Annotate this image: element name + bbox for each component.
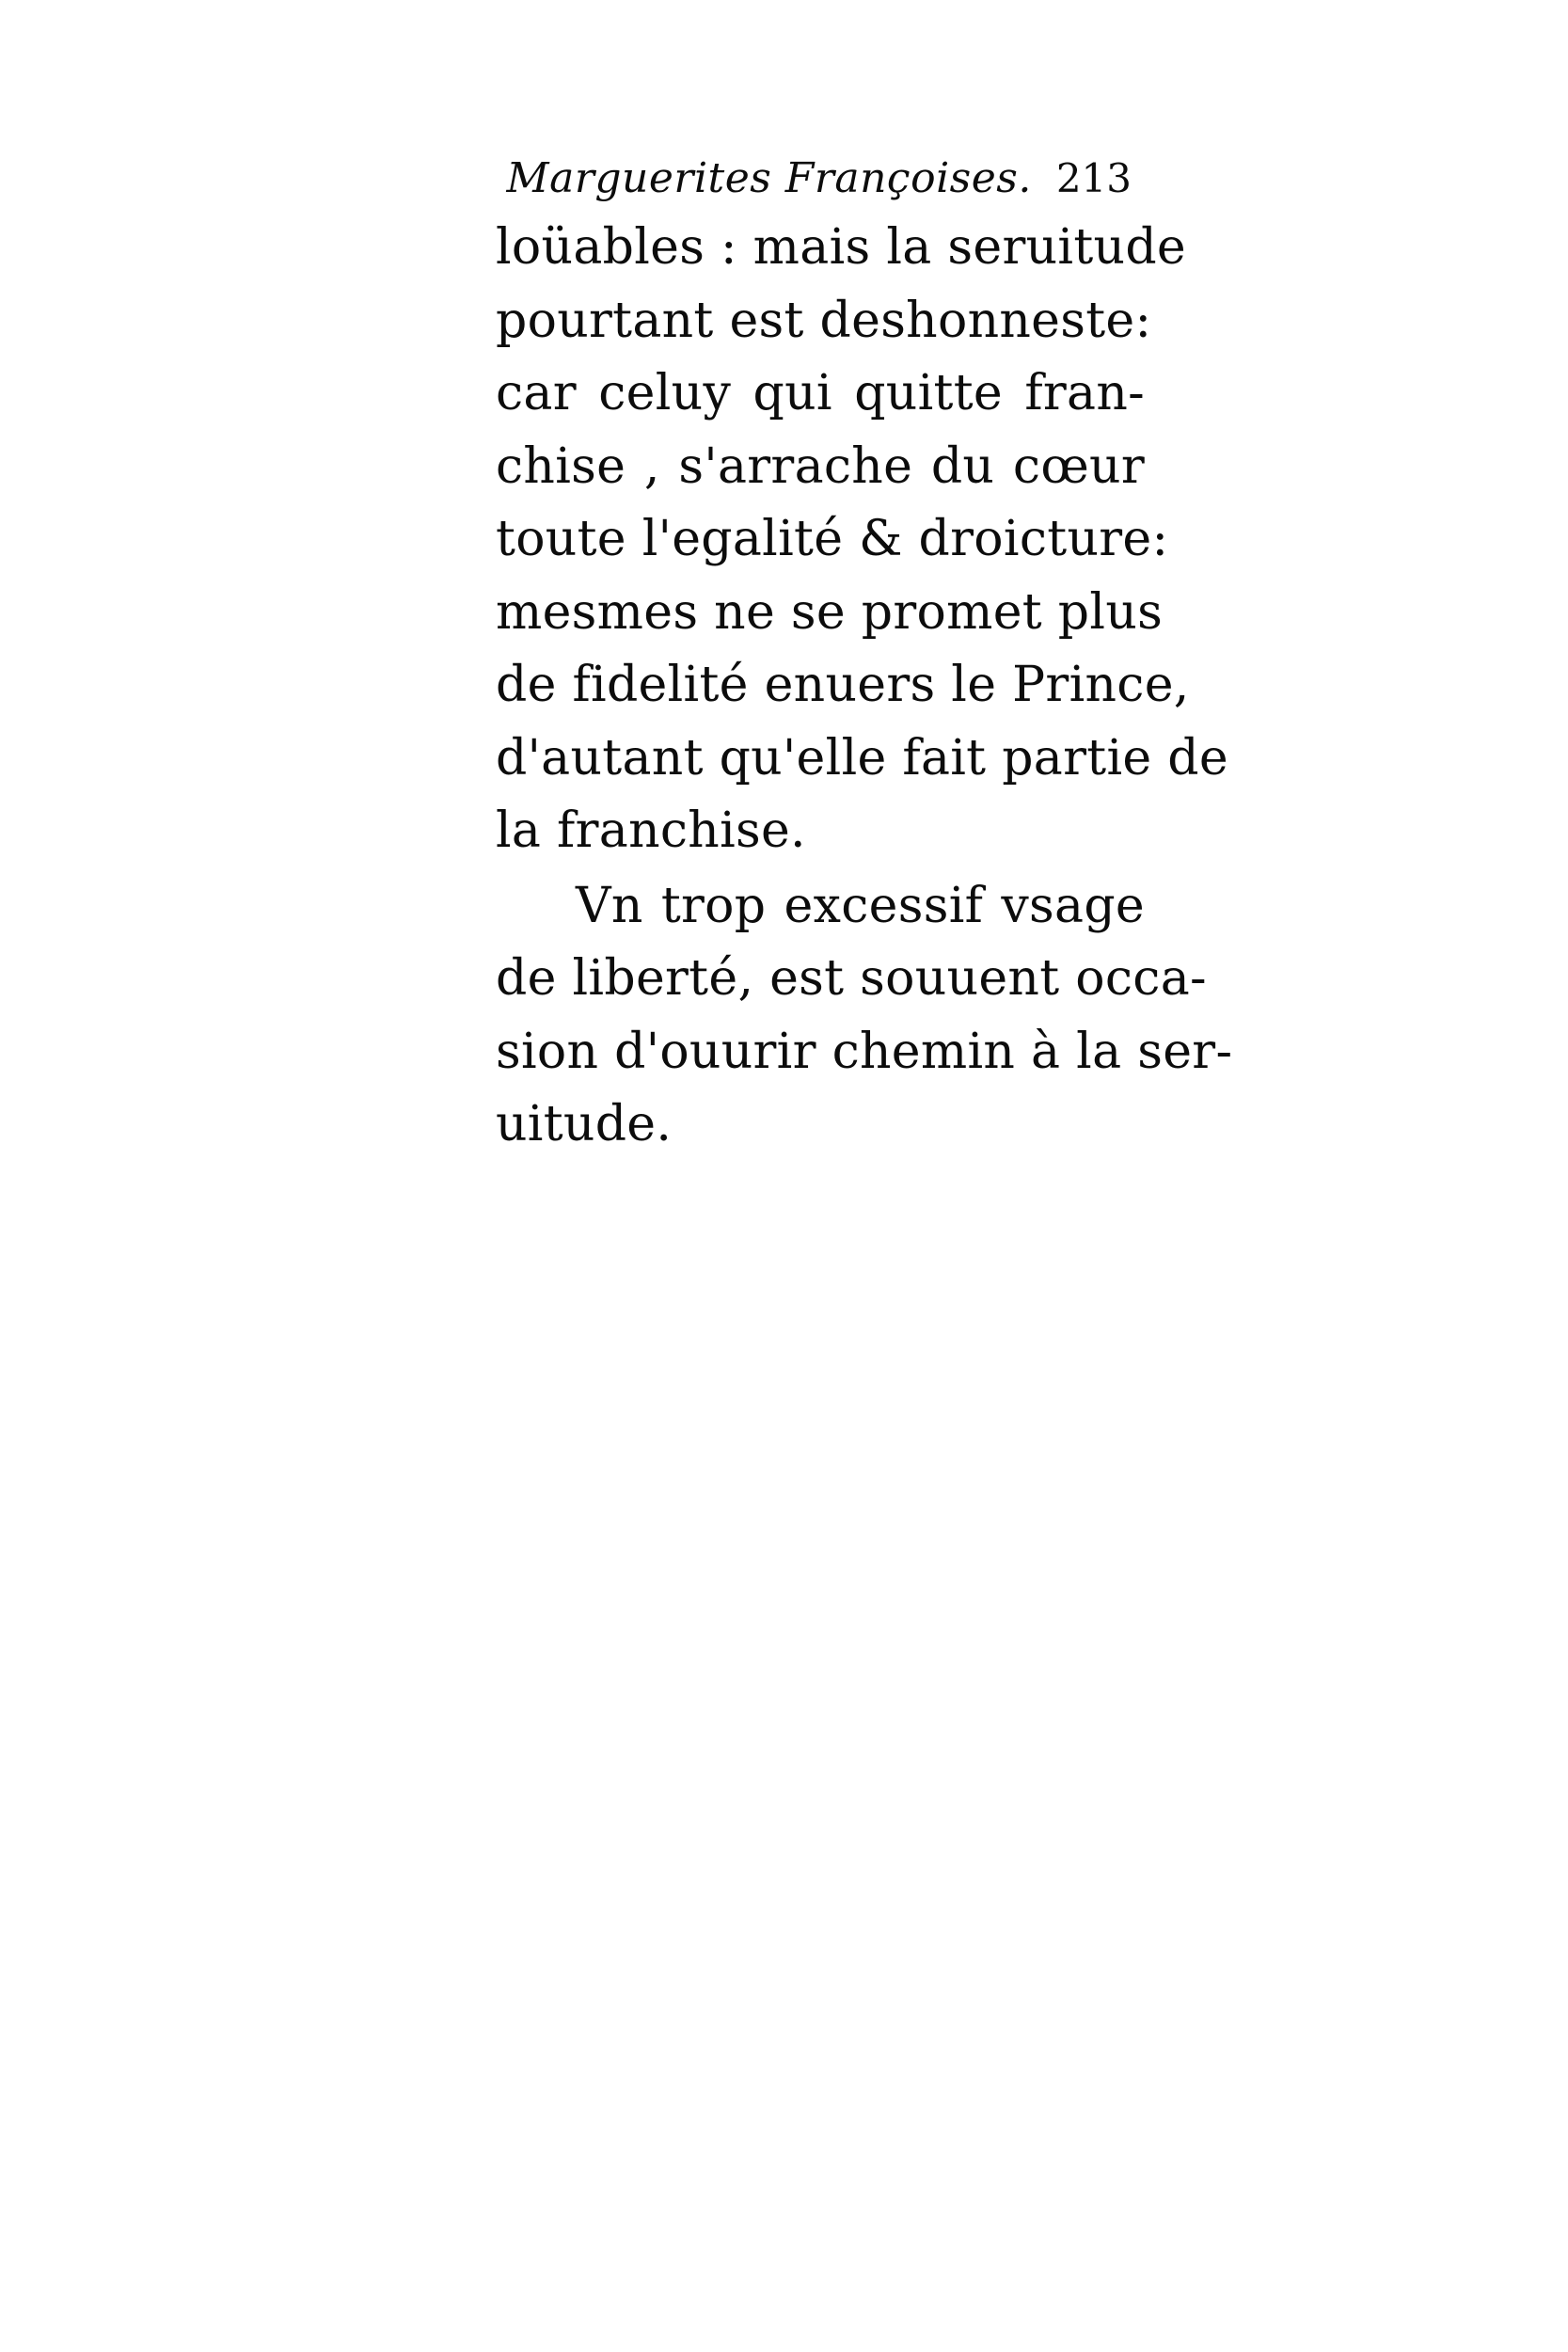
text-line: toute l'egalité & droicture: <box>496 511 1169 567</box>
text-line: d'autant qu'elle fait partie de <box>496 729 1228 787</box>
text-block <box>496 146 1233 1162</box>
text-line: loüables : mais la seruitude <box>496 219 1186 276</box>
text-line: de liberté, est souuent occa- <box>496 950 1207 1007</box>
running-title: Marguerites Françoises. <box>506 154 1032 202</box>
page-number: 213 <box>1055 155 1132 201</box>
text-line: la franchise. <box>496 803 806 859</box>
paragraph-2 <box>496 870 1233 1162</box>
text-line: pourtant est deshonneste: <box>496 292 1152 349</box>
paragraph-1 <box>496 212 1228 868</box>
text-line: Vn trop excessif vsage <box>576 877 1145 934</box>
text-line: uitude. <box>496 1096 673 1152</box>
text-line: mesmes ne se promet plus <box>496 583 1164 641</box>
text-line: sion d'ouurir chemin à la ser- <box>496 1023 1233 1080</box>
text-line: chise , s'arrache du cœur <box>496 437 1145 495</box>
running-head <box>496 146 1145 212</box>
text-line: de fidelité enuers le Prince, <box>496 657 1190 713</box>
text-line: car celuy qui quitte fran- <box>496 365 1145 421</box>
